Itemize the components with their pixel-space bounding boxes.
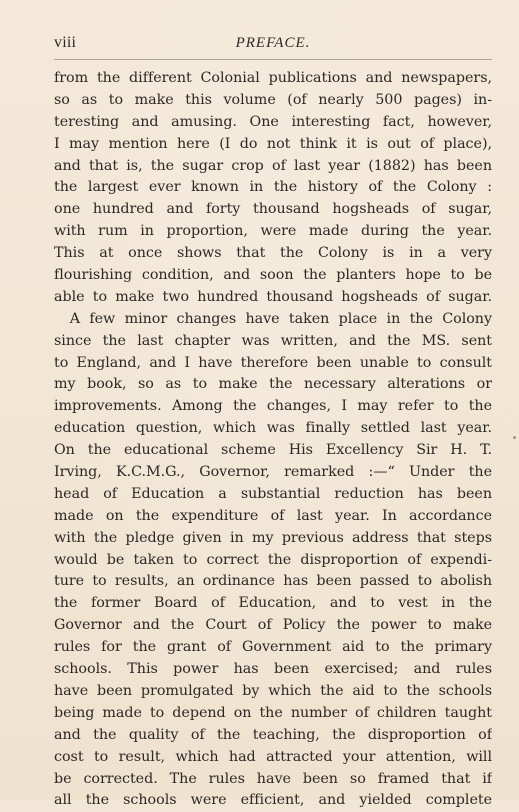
page-header [54, 34, 492, 52]
body-line-10: flourishing condition, and soon the planters hope to be [54, 267, 492, 284]
body-line-7: one hundred and forty thousand hogsheads of sugar, [54, 201, 492, 218]
body-line-2: so as to make this volume (of nearly 500 pages) in- [54, 91, 492, 108]
body-line-20: head of Education a substantial reduction has been [54, 485, 492, 502]
body-line-26: Governor and the Court of Policy the power to make [54, 617, 492, 634]
body-line-9: This at once shows that the Colony is in a very [54, 245, 492, 262]
body-line-27: rules for the grant of Government aid to the primary [54, 639, 492, 656]
body-line-4: I may mention here (I do not think it is out of place), [54, 135, 492, 152]
body-line-31: and the quality of the teaching, the disproportion of [54, 726, 492, 743]
page-number: viii [54, 34, 77, 51]
body-line-18: On the educational scheme His Excellency Sir H. T. [54, 442, 492, 459]
body-line-11: able to make two hundred thousand hogsheads of sugar. [54, 288, 492, 305]
body-line-13: since the last chapter was written, and the MS. sent [54, 332, 492, 349]
body-line-33: be corrected. The rules have been so framed that if [54, 770, 492, 787]
body-line-5: and that is, the sugar crop of last year (1882) has been [54, 157, 492, 174]
body-line-32: cost to result, which had attracted your attention, will [54, 748, 492, 765]
body-text [54, 68, 492, 812]
body-line-34: all the schools were efficient, and yielded complete [54, 792, 492, 809]
body-line-29: have been promulgated by which the aid to the schools [54, 682, 492, 699]
body-line-30: being made to depend on the number of children taught [54, 704, 492, 721]
body-line-17: education question, which was finally settled last year. [54, 420, 492, 437]
running-head: PREFACE. [235, 35, 311, 51]
body-line-24: ture to results, an ordinance has been passed to abolish [54, 573, 492, 590]
body-line-21: made on the expenditure of last year. In accordance [54, 507, 492, 524]
body-line-1: from the different Colonial publications and newspapers, [54, 70, 492, 86]
body-line-23: would be taken to correct the disproportion of expendi- [54, 551, 492, 568]
body-line-25: the former Board of Education, and to vest in the [54, 595, 492, 612]
body-line-3: teresting and amusing. One interesting fact, however, [54, 113, 492, 130]
body-line-16: improvements. Among the changes, I may refer to the [54, 398, 492, 415]
body-line-19: Irving, K.C.M.G., Governor, remarked :—“ Under the [54, 464, 492, 481]
body-line-6: the largest ever known in the history of the Colony : [54, 179, 492, 196]
body-line-22: with the pledge given in my previous address that steps [54, 529, 492, 546]
header-rule [54, 59, 492, 60]
body-line-15: my book, so as to make the necessary alterations or [54, 376, 492, 393]
body-line-12: A few minor changes have taken place in the Colony [69, 310, 492, 327]
body-line-28: schools. This power has been exercised; and rules [54, 661, 492, 678]
paper-speck [513, 436, 516, 439]
body-line-14: to England, and I have therefore been unable to consult [54, 354, 492, 371]
body-line-8: with rum in proportion, were made during the year. [54, 223, 492, 240]
